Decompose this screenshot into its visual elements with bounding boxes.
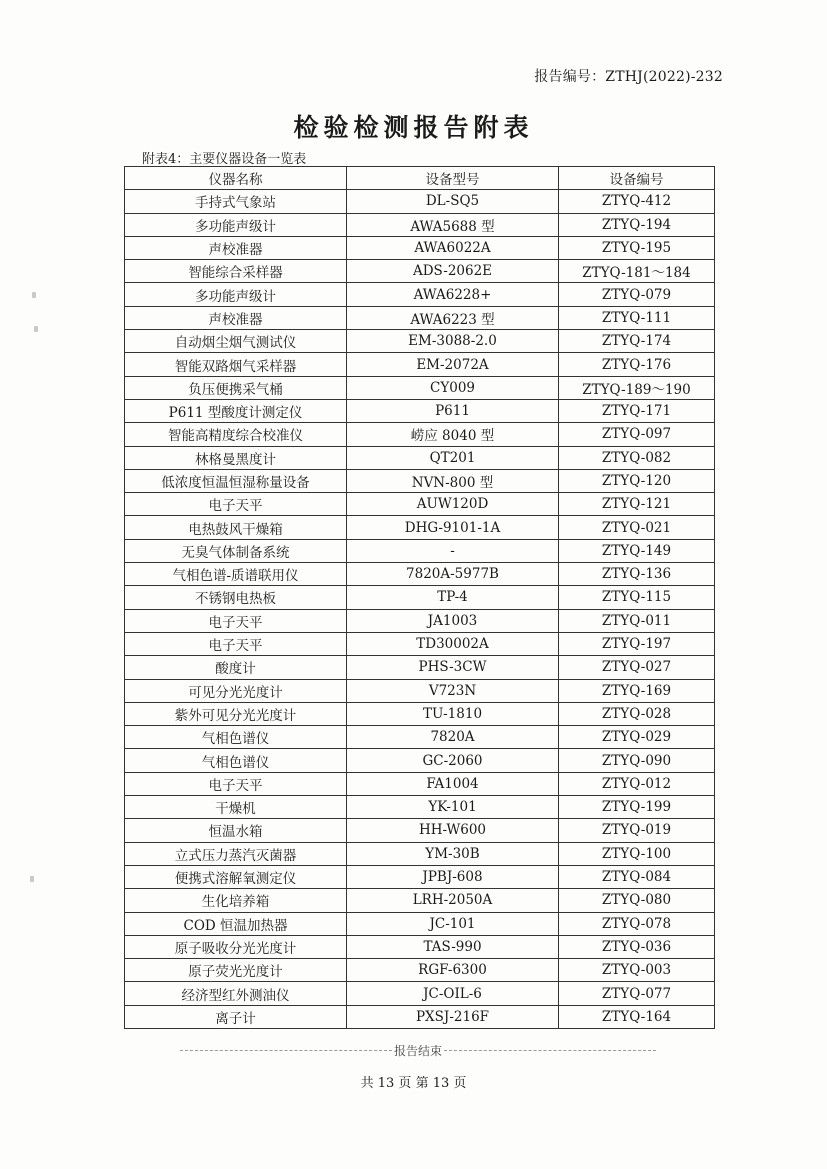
table-row xyxy=(125,376,715,399)
instrument-name-cell: COD 恒温加热器 xyxy=(125,912,347,935)
table-row xyxy=(125,283,715,306)
table-row xyxy=(125,493,715,516)
model-cell: 7820A-5977B xyxy=(347,563,559,586)
model-cell: RGF-6300 xyxy=(347,959,559,982)
equipment-number-cell: ZTYQ-412 xyxy=(559,190,715,213)
equipment-number-cell: ZTYQ-164 xyxy=(559,1005,715,1028)
table-caption: 附表4：主要仪器设备一览表 xyxy=(142,152,307,167)
instrument-name-cell: 原子吸收分光光度计 xyxy=(125,935,347,958)
model-cell: LRH-2050A xyxy=(347,889,559,912)
model-cell: V723N xyxy=(347,679,559,702)
model-cell: TP-4 xyxy=(347,586,559,609)
instrument-name-cell: 不锈钢电热板 xyxy=(125,586,347,609)
table-header-row xyxy=(125,167,715,190)
model-cell: - xyxy=(347,539,559,562)
equipment-number-cell: ZTYQ-029 xyxy=(559,726,715,749)
table-row xyxy=(125,842,715,865)
model-cell: 7820A xyxy=(347,726,559,749)
instrument-name-cell: 干燥机 xyxy=(125,796,347,819)
instrument-name-cell: 生化培养箱 xyxy=(125,889,347,912)
equipment-number-cell: ZTYQ-176 xyxy=(559,353,715,376)
instrument-name-cell: 便携式溶解氧测定仪 xyxy=(125,865,347,888)
model-cell: YK-101 xyxy=(347,796,559,819)
table-row xyxy=(125,865,715,888)
model-cell: AWA6223 型 xyxy=(347,306,559,329)
instrument-name-cell: 气相色谱-质谱联用仪 xyxy=(125,563,347,586)
equipment-number-cell: ZTYQ-121 xyxy=(559,493,715,516)
equipment-number-cell: ZTYQ-100 xyxy=(559,842,715,865)
equipment-number-cell: ZTYQ-082 xyxy=(559,446,715,469)
table-row xyxy=(125,959,715,982)
model-cell: QT201 xyxy=(347,446,559,469)
model-cell: NVN-800 型 xyxy=(347,469,559,492)
equipment-number-cell: ZTYQ-181～184 xyxy=(559,260,715,283)
instrument-name-cell: 立式压力蒸汽灭菌器 xyxy=(125,842,347,865)
table-row xyxy=(125,236,715,259)
equipment-number-cell: ZTYQ-028 xyxy=(559,702,715,725)
instrument-name-cell: 负压便携采气桶 xyxy=(125,376,347,399)
instrument-name-cell: 电子天平 xyxy=(125,609,347,632)
table-row xyxy=(125,772,715,795)
instrument-name-cell: 电子天平 xyxy=(125,493,347,516)
table-row xyxy=(125,399,715,422)
table-row xyxy=(125,330,715,353)
model-cell: JPBJ-608 xyxy=(347,865,559,888)
instrument-name-cell: 原子荧光光度计 xyxy=(125,959,347,982)
equipment-number-cell: ZTYQ-115 xyxy=(559,586,715,609)
scan-speck xyxy=(32,292,36,298)
report-end-marker xyxy=(180,1042,656,1059)
equipment-number-cell: ZTYQ-077 xyxy=(559,982,715,1005)
table-row xyxy=(125,446,715,469)
model-cell: PXSJ-216F xyxy=(347,1005,559,1028)
model-cell: 崂应 8040 型 xyxy=(347,423,559,446)
instrument-name-cell: 智能双路烟气采样器 xyxy=(125,353,347,376)
instrument-name-cell: 多功能声级计 xyxy=(125,213,347,236)
equipment-number-cell: ZTYQ-195 xyxy=(559,236,715,259)
page-title: 检验检测报告附表 xyxy=(293,113,534,142)
equipment-number-cell: ZTYQ-019 xyxy=(559,819,715,842)
model-cell: DHG-9101-1A xyxy=(347,516,559,539)
model-cell: JC-OIL-6 xyxy=(347,982,559,1005)
model-cell: PHS-3CW xyxy=(347,656,559,679)
table-row xyxy=(125,353,715,376)
equipment-number-cell: ZTYQ-136 xyxy=(559,563,715,586)
table-row xyxy=(125,563,715,586)
table-row xyxy=(125,539,715,562)
equipment-number-cell: ZTYQ-090 xyxy=(559,749,715,772)
instrument-name-cell: 声校准器 xyxy=(125,236,347,259)
scan-speck xyxy=(34,326,38,332)
equipment-number-cell: ZTYQ-080 xyxy=(559,889,715,912)
instrument-name-cell: 气相色谱仪 xyxy=(125,749,347,772)
table-row xyxy=(125,609,715,632)
instrument-name-cell: 电子天平 xyxy=(125,632,347,655)
equipment-number-cell: ZTYQ-174 xyxy=(559,330,715,353)
column-header-equipment-number: 设备编号 xyxy=(559,167,715,190)
table-row xyxy=(125,260,715,283)
instrument-name-cell: 低浓度恒温恒湿称量设备 xyxy=(125,469,347,492)
instrument-name-cell: 离子计 xyxy=(125,1005,347,1028)
model-cell: DL-SQ5 xyxy=(347,190,559,213)
table-row xyxy=(125,469,715,492)
model-cell: AWA5688 型 xyxy=(347,213,559,236)
model-cell: EM-3088-2.0 xyxy=(347,330,559,353)
equipment-number-cell: ZTYQ-036 xyxy=(559,935,715,958)
equipment-number-cell: ZTYQ-078 xyxy=(559,912,715,935)
model-cell: ADS-2062E xyxy=(347,260,559,283)
instrument-name-cell: P611 型酸度计测定仪 xyxy=(125,399,347,422)
table-row xyxy=(125,912,715,935)
equipment-number-cell: ZTYQ-149 xyxy=(559,539,715,562)
divider xyxy=(180,1050,392,1051)
table-row xyxy=(125,1005,715,1028)
instrument-name-cell: 电热鼓风干燥箱 xyxy=(125,516,347,539)
equipment-number-cell: ZTYQ-011 xyxy=(559,609,715,632)
instrument-name-cell: 手持式气象站 xyxy=(125,190,347,213)
model-cell: JC-101 xyxy=(347,912,559,935)
equipment-number-cell: ZTYQ-003 xyxy=(559,959,715,982)
instrument-name-cell: 智能综合采样器 xyxy=(125,260,347,283)
equipment-number-cell: ZTYQ-097 xyxy=(559,423,715,446)
equipment-number-cell: ZTYQ-079 xyxy=(559,283,715,306)
equipment-number-cell: ZTYQ-189～190 xyxy=(559,376,715,399)
model-cell: AWA6022A xyxy=(347,236,559,259)
equipment-number-cell: ZTYQ-012 xyxy=(559,772,715,795)
equipment-number-cell: ZTYQ-171 xyxy=(559,399,715,422)
divider xyxy=(444,1050,656,1051)
instrument-name-cell: 电子天平 xyxy=(125,772,347,795)
equipment-number-cell: ZTYQ-169 xyxy=(559,679,715,702)
model-cell: GC-2060 xyxy=(347,749,559,772)
instrument-name-cell: 智能高精度综合校准仪 xyxy=(125,423,347,446)
table-row xyxy=(125,889,715,912)
report-number: 报告编号：ZTHJ(2022)-232 xyxy=(534,69,723,85)
table-row xyxy=(125,726,715,749)
column-header-instrument-name: 仪器名称 xyxy=(125,167,347,190)
table-row xyxy=(125,679,715,702)
model-cell: YM-30B xyxy=(347,842,559,865)
equipment-number-cell: ZTYQ-199 xyxy=(559,796,715,819)
instrument-name-cell: 无臭气体制备系统 xyxy=(125,539,347,562)
equipment-number-cell: ZTYQ-027 xyxy=(559,656,715,679)
model-cell: AWA6228+ xyxy=(347,283,559,306)
instrument-name-cell: 酸度计 xyxy=(125,656,347,679)
instrument-name-cell: 可见分光光度计 xyxy=(125,679,347,702)
equipment-number-cell: ZTYQ-084 xyxy=(559,865,715,888)
model-cell: CY009 xyxy=(347,376,559,399)
instrument-name-cell: 经济型红外测油仪 xyxy=(125,982,347,1005)
equipment-number-cell: ZTYQ-197 xyxy=(559,632,715,655)
column-header-model: 设备型号 xyxy=(347,167,559,190)
table-row xyxy=(125,935,715,958)
table-body xyxy=(125,190,715,1029)
equipment-table xyxy=(124,166,715,1029)
equipment-number-cell: ZTYQ-194 xyxy=(559,213,715,236)
equipment-number-cell: ZTYQ-021 xyxy=(559,516,715,539)
table-row xyxy=(125,656,715,679)
table-row xyxy=(125,586,715,609)
model-cell: JA1003 xyxy=(347,609,559,632)
instrument-name-cell: 紫外可见分光光度计 xyxy=(125,702,347,725)
model-cell: TD30002A xyxy=(347,632,559,655)
instrument-name-cell: 气相色谱仪 xyxy=(125,726,347,749)
table-row xyxy=(125,423,715,446)
model-cell: P611 xyxy=(347,399,559,422)
report-end-text: 报告结束 xyxy=(394,1044,443,1058)
model-cell: EM-2072A xyxy=(347,353,559,376)
instrument-name-cell: 自动烟尘烟气测试仪 xyxy=(125,330,347,353)
model-cell: AUW120D xyxy=(347,493,559,516)
page-footer: 共 13 页 第 13 页 xyxy=(360,1076,467,1091)
table-row xyxy=(125,306,715,329)
equipment-number-cell: ZTYQ-120 xyxy=(559,469,715,492)
table-row xyxy=(125,632,715,655)
model-cell: TU-1810 xyxy=(347,702,559,725)
equipment-number-cell: ZTYQ-111 xyxy=(559,306,715,329)
instrument-name-cell: 声校准器 xyxy=(125,306,347,329)
instrument-name-cell: 恒温水箱 xyxy=(125,819,347,842)
table-row xyxy=(125,213,715,236)
table-row xyxy=(125,982,715,1005)
table-row xyxy=(125,516,715,539)
model-cell: HH-W600 xyxy=(347,819,559,842)
table-row xyxy=(125,796,715,819)
table-row xyxy=(125,190,715,213)
model-cell: TAS-990 xyxy=(347,935,559,958)
scan-speck xyxy=(30,876,34,882)
table-row xyxy=(125,749,715,772)
table-row xyxy=(125,819,715,842)
model-cell: FA1004 xyxy=(347,772,559,795)
instrument-name-cell: 林格曼黑度计 xyxy=(125,446,347,469)
instrument-name-cell: 多功能声级计 xyxy=(125,283,347,306)
table-row xyxy=(125,702,715,725)
